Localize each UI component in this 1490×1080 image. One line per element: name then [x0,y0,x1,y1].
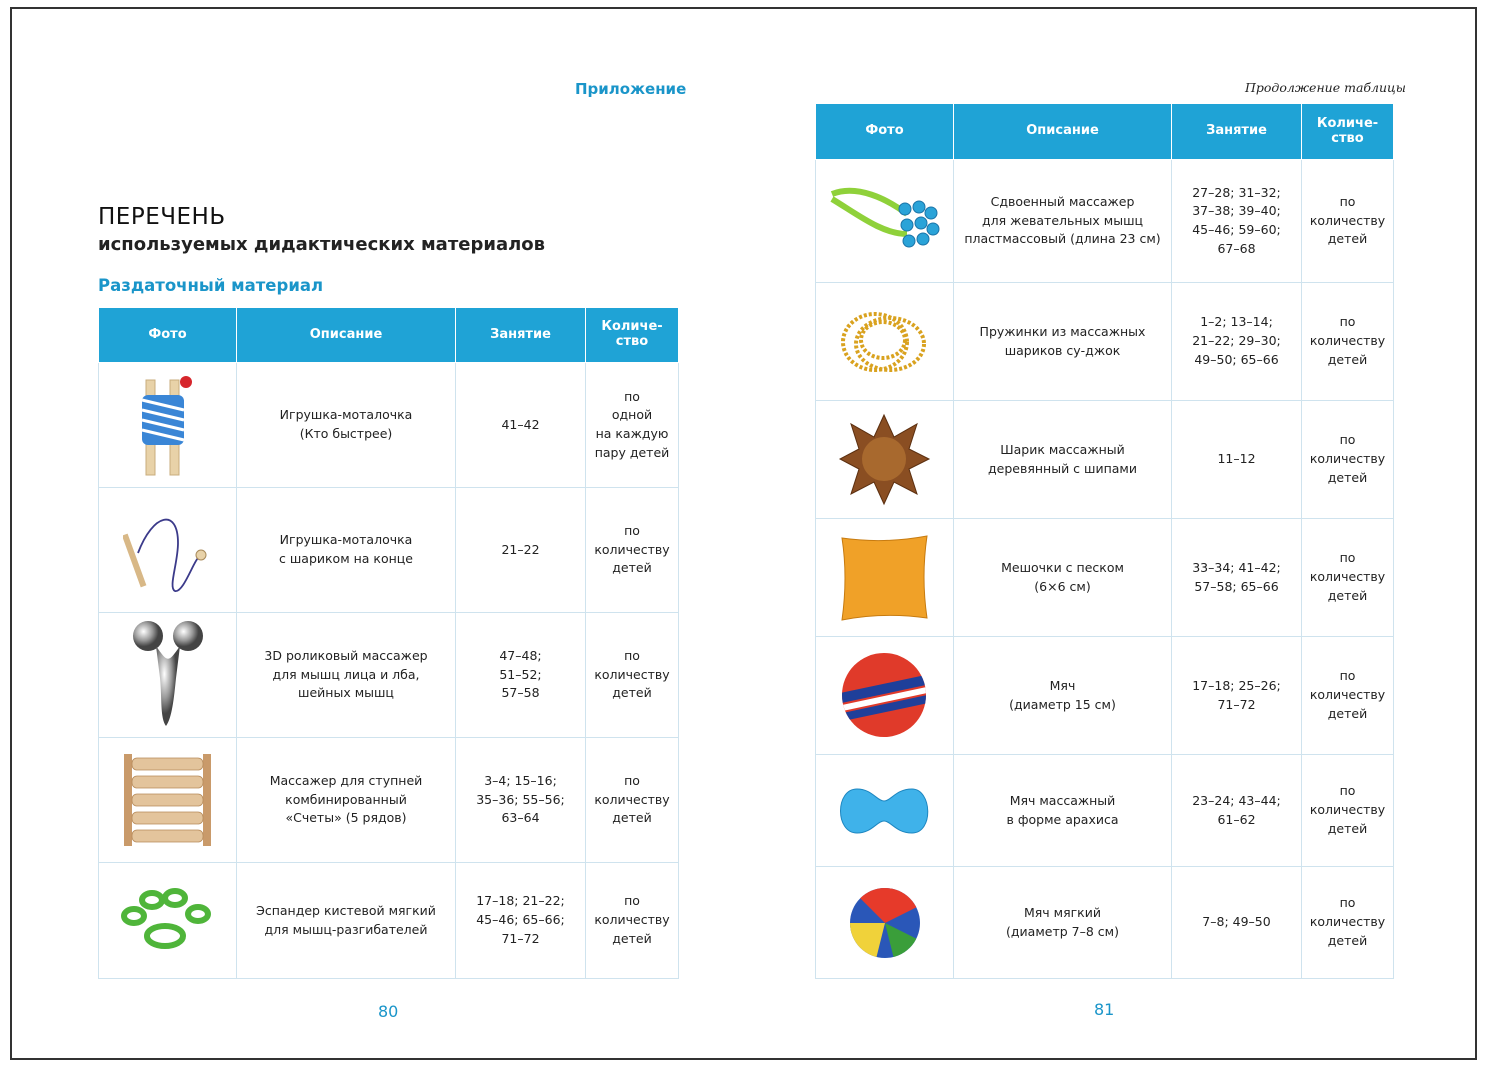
lesson-cell: 7–8; 49–50 [1172,867,1302,979]
quantity-cell: по количеству детей [1302,283,1394,401]
materials-table-right [815,103,1394,979]
page-subtitle: используемых дидактических материалов [98,234,546,255]
photo-cell [816,160,954,283]
quantity-cell: по количеству детей [586,488,679,613]
description-cell: Игрушка-моталочка (Кто быстрее) [237,363,456,488]
photo-cell [99,863,237,979]
table-row [99,863,679,979]
appendix-header: Приложение [575,80,687,98]
table-row [99,488,679,613]
lesson-cell: 47–48; 51–52; 57–58 [456,613,586,738]
photo-cell [99,363,237,488]
table-row [816,755,1394,867]
peanut-ball-photo [832,781,937,841]
description-cell: Массажер для ступней комбинированный «Счеты» (5 рядов) [237,738,456,863]
quantity-cell: по одной на каждую пару детей [586,363,679,488]
table-row [816,867,1394,979]
materials-table-left [98,307,679,979]
header-photo: Фото [816,104,954,160]
lesson-cell: 17–18; 25–26; 71–72 [1172,637,1302,755]
table-row [99,613,679,738]
photo-cell [816,519,954,637]
su-jok-springs-photo [835,302,935,382]
header-description: Описание [237,308,456,363]
table-row [99,363,679,488]
table-row [816,519,1394,637]
page-title: ПЕРЕЧЕНЬ [98,204,226,230]
quantity-cell: по количеству детей [1302,160,1394,283]
ball-photo [837,648,932,743]
sand-bag-photo [837,530,932,625]
description-cell: Сдвоенный массажер для жевательных мышц пластмассовый (длина 23 см) [954,160,1172,283]
page-number-left: 80 [378,1002,399,1021]
quantity-cell: по количеству детей [1302,519,1394,637]
lesson-cell: 41–42 [456,363,586,488]
page-number-right: 81 [1094,1000,1115,1019]
lesson-cell: 11–12 [1172,401,1302,519]
quantity-cell: по количеству детей [586,613,679,738]
wooden-spiky-ball-photo [837,412,932,507]
description-cell: Мяч массажный в форме арахиса [954,755,1172,867]
photo-cell [816,755,954,867]
quantity-cell: по количеству детей [1302,637,1394,755]
hand-expander-photo [120,886,215,956]
header-quantity: Количе- ство [1302,104,1394,160]
lesson-cell: 23–24; 43–44; 61–62 [1172,755,1302,867]
photo-cell [816,401,954,519]
continuation-header: Продолжение таблицы [1245,80,1406,95]
soft-ball-photo [845,883,925,963]
header-quantity: Количе- ство [586,308,679,363]
table-row [99,738,679,863]
table-row [816,637,1394,755]
photo-cell [816,867,954,979]
description-cell: Пружинки из массажных шариков су-джок [954,283,1172,401]
quantity-cell: по количеству детей [586,863,679,979]
quantity-cell: по количеству детей [1302,755,1394,867]
lesson-cell: 1–2; 13–14; 21–22; 29–30; 49–50; 65–66 [1172,283,1302,401]
description-cell: 3D роликовый массажер для мышц лица и лба, шейных мышц [237,613,456,738]
quantity-cell: по количеству детей [1302,867,1394,979]
description-cell: Мяч мягкий (диаметр 7–8 см) [954,867,1172,979]
description-cell: Мяч (диаметр 15 см) [954,637,1172,755]
photo-cell [816,637,954,755]
quantity-cell: по количеству детей [1302,401,1394,519]
quantity-cell: по количеству детей [586,738,679,863]
foot-massager-photo [120,750,215,850]
table-row [816,160,1394,283]
photo-cell [99,613,237,738]
jump-rope-toy-photo [128,370,208,480]
photo-cell [99,488,237,613]
photo-cell [99,738,237,863]
lesson-cell: 33–34; 41–42; 57–58; 65–66 [1172,519,1302,637]
description-cell: Шарик массажный деревянный с шипами [954,401,1172,519]
lesson-cell: 3–4; 15–16; 35–36; 55–56; 63–64 [456,738,586,863]
double-massager-photo [827,179,942,264]
header-lesson: Занятие [456,308,586,363]
header-description: Описание [954,104,1172,160]
section-title: Раздаточный материал [98,276,324,295]
string-ball-toy-photo [123,503,213,598]
roller-massager-photo [128,618,208,733]
table-row [816,283,1394,401]
lesson-cell: 21–22 [456,488,586,613]
description-cell: Мешочки с песком (6×6 см) [954,519,1172,637]
table-row [816,401,1394,519]
photo-cell [816,283,954,401]
description-cell: Эспандер кистевой мягкий для мышц-разгибателей [237,863,456,979]
header-lesson: Занятие [1172,104,1302,160]
lesson-cell: 27–28; 31–32; 37–38; 39–40; 45–46; 59–60; 67–68 [1172,160,1302,283]
lesson-cell: 17–18; 21–22; 45–46; 65–66; 71–72 [456,863,586,979]
description-cell: Игрушка-моталочка с шариком на конце [237,488,456,613]
header-photo: Фото [99,308,237,363]
